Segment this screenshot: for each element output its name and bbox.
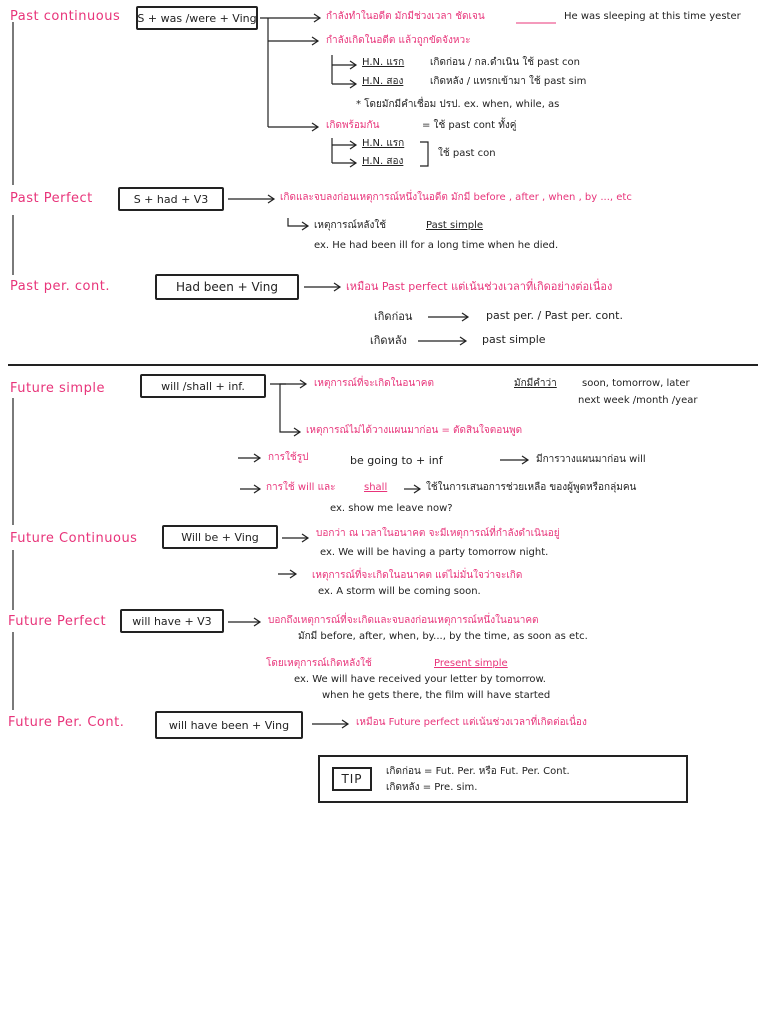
hn-first-label-2: H.N. แรก [362, 138, 405, 149]
time-words-1: soon, tomorrow, later [582, 378, 690, 389]
heading-future-simple: Future simple [10, 381, 105, 396]
example-future-cont-1: ex. We will be having a party tomorrow night. [320, 547, 549, 558]
formula-future-perfect: will have + V3 [120, 609, 224, 633]
heading-past-perfect: Past Perfect [10, 191, 93, 206]
heading-future-perfect: Future Perfect [8, 614, 107, 629]
heading-future-perf-cont: Future Per. Cont. [8, 715, 125, 730]
tip-line-1: เกิดก่อน = Fut. Per. หรือ Fut. Per. Cont. [386, 766, 570, 777]
conjunction-note: * โดยมักมีคำเชื่อม ปรป. ex. when, while, as [356, 99, 560, 110]
formula-future-perf-cont: will have been + Ving [155, 711, 303, 739]
tip-label: TIP [332, 767, 372, 791]
formula-past-perf-cont: Had been + Ving [155, 274, 299, 300]
hn-first-text: เกิดก่อน / กล.ดำเนิน ใช้ past con [430, 57, 580, 68]
note-future-simple-4: ใช้ในการเสนอการช่วยเหลือ ของผู้พูดหรือกลุ่มคน [426, 482, 637, 493]
hn-first-label: H.N. แรก [362, 57, 405, 68]
tip-line-2: เกิดหลัง = Pre. sim. [386, 782, 478, 793]
example-past-cont-1: He was sleeping at this time yester [564, 11, 741, 22]
note-past-perf-cont: เหมือน Past perfect แต่เน้นช่วงเวลาที่เกิดอย่างต่อเนื่อง [346, 280, 613, 293]
note-future-simple-4-label: การใช้ will และ [266, 482, 336, 493]
note-past-perfect-2: เหตุการณ์หลังใช้ [314, 220, 387, 231]
hn-second-text: เกิดหลัง / แทรกเข้ามา ใช้ past sim [430, 76, 587, 87]
hn-second-label-2: H.N. สอง [362, 156, 404, 167]
heading-past-continuous: Past continuous [10, 9, 121, 24]
after-label: เกิดหลัง [370, 334, 407, 347]
note-past-cont-3: เกิดพร้อมกัน [326, 120, 380, 131]
after-value: past simple [482, 333, 546, 346]
note-future-cont-1: บอกว่า ณ เวลาในอนาคต จะมีเหตุการณ์ที่กำลังดำเนินอยู่ [316, 528, 560, 539]
formula-future-continuous: Will be + Ving [162, 525, 278, 549]
note-future-perfect-2: โดยเหตุการณ์เกิดหลังใช้ [266, 658, 372, 669]
note-past-cont-1: กำลังทำในอดีต มักมีช่วงเวลา ชัดเจน [326, 11, 485, 22]
formula-past-perfect: S + had + V3 [118, 187, 224, 211]
hn-both-text: ใช้ past con [438, 148, 496, 159]
note-future-simple-3: be going to + inf [350, 454, 443, 467]
note-future-simple-3-b: มีการวางแผนมาก่อน will [536, 454, 646, 465]
note-future-perfect-1-b: มักมี before, after, when, by..., by the time, as soon as etc. [298, 631, 588, 642]
formula-past-continuous: S + was /were + Ving [136, 6, 258, 30]
time-words-2: next week /month /year [578, 395, 698, 406]
example-future-simple: ex. show me leave now? [330, 503, 453, 514]
note-past-cont-3-rule: = ใช้ past cont ทั้งคู่ [422, 120, 517, 131]
before-label: เกิดก่อน [374, 310, 413, 323]
hn-second-label: H.N. สอง [362, 76, 404, 87]
formula-future-simple: will /shall + inf. [140, 374, 266, 398]
note-future-simple-4-u: shall [364, 482, 388, 493]
note-future-perf-cont: เหมือน Future perfect แต่เน้นช่วงเวลาที่เกิดต่อเนื่อง [356, 717, 587, 728]
note-future-simple-1: เหตุการณ์ที่จะเกิดในอนาคต [314, 378, 434, 389]
example-future-cont-2: ex. A storm will be coming soon. [318, 586, 481, 597]
tip-box [318, 755, 688, 803]
example-past-perfect: ex. He had been ill for a long time when he died. [314, 240, 559, 251]
note-past-perfect-1: เกิดและจบลงก่อนเหตุการณ์หนึ่งในอดีต มักมี before , after , when , by ..., etc [280, 192, 632, 203]
note-past-perfect-2-u: Past simple [426, 220, 484, 231]
note-future-cont-2: เหตุการณ์ที่จะเกิดในอนาคต แต่ไม่มั่นใจว่าจะเกิด [312, 570, 523, 581]
before-value: past per. / Past per. cont. [486, 309, 623, 322]
note-future-simple-2: เหตุการณ์ไม่ได้วางแผนมาก่อน = ตัดสินใจตอนพูด [306, 425, 523, 436]
note-past-cont-2: กำลังเกิดในอดีต แล้วถูกขัดจังหวะ [326, 35, 471, 46]
example-future-perfect-2: when he gets there, the film will have started [322, 690, 551, 701]
note-future-perfect-2-u: Present simple [434, 658, 508, 669]
heading-future-continuous: Future Continuous [10, 531, 138, 546]
heading-past-perf-cont: Past per. cont. [10, 279, 110, 294]
note-future-simple-1-u: มักมีคำว่า [514, 378, 557, 389]
example-future-perfect-1: ex. We will have received your letter by tomorrow. [294, 674, 546, 685]
note-future-perfect-1: บอกถึงเหตุการณ์ที่จะเกิดและจบลงก่อนเหตุการณ์หนึ่งในอนาคต [268, 615, 539, 626]
note-future-simple-3-label: การใช้รูป [268, 452, 309, 463]
